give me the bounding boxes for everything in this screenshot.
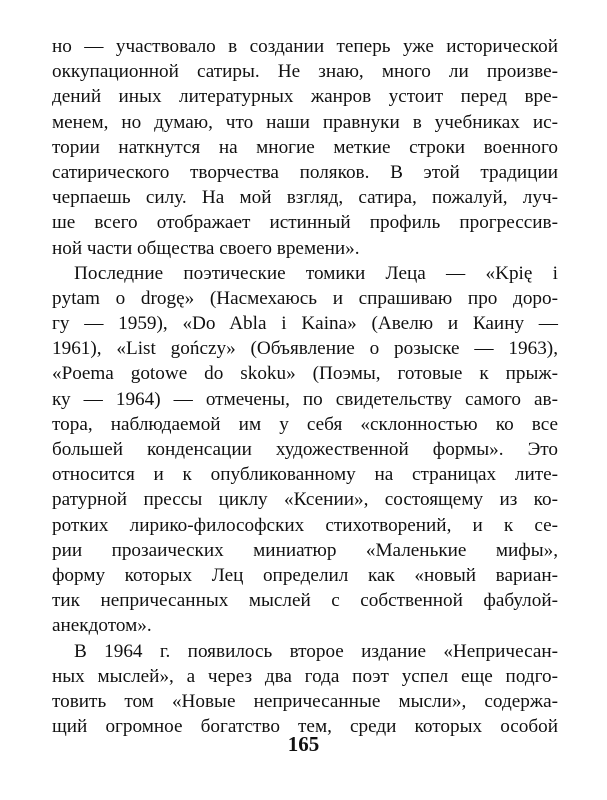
text-line: 1961), «List gończy» (Объявление о розыске — 1963), bbox=[52, 338, 558, 360]
text-line: оккупационной сатиры. Не знаю, много ли произве- bbox=[52, 61, 558, 83]
text-line: ротких лирико-философских стихотворений, и к се- bbox=[52, 514, 558, 536]
text-line: большей конденсации художественной формы». Это bbox=[52, 439, 558, 460]
text-line: «Poema gotowe do skoku» (Поэмы, готовые к прыж- bbox=[52, 363, 558, 385]
text-line: ше всего отображает истинный профиль прогрессив- bbox=[52, 212, 558, 234]
text-line: рии прозаических миниатюр «Маленькие мифы», bbox=[52, 539, 558, 561]
text-line: анекдотом». bbox=[52, 615, 152, 637]
text-line: тик непричесанных мыслей с собственной фабулой- bbox=[52, 590, 558, 612]
text-line: ных мыслей», а через два года поэт успел еще подго- bbox=[52, 665, 558, 687]
text-line: относится и к опубликованному на страницах лите- bbox=[52, 464, 558, 486]
text-line: тории наткнутся на многие меткие строки военного bbox=[52, 136, 558, 158]
text-line: товить том «Новые непричесанные мысли», содержа- bbox=[52, 690, 558, 712]
text-line: сатирического творчества поляков. В этой традиции bbox=[52, 161, 558, 183]
text-line: менем, но думаю, что наши правнуки в учебниках ис- bbox=[52, 111, 558, 133]
text-line: но — участвовало в создании теперь уже исторической bbox=[52, 36, 558, 57]
body-text bbox=[52, 34, 558, 739]
text-line: гу — 1959), «Do Abla i Kaina» (Авелю и Каину — bbox=[52, 313, 558, 335]
text-line: щий огромное богатство тем, среди которых особой bbox=[52, 716, 558, 738]
text-line: ратурной прессы циклу «Ксении», состоящему из ко- bbox=[52, 489, 558, 511]
text-line: В 1964 г. появилось второе издание «Непричесан- bbox=[74, 640, 558, 662]
text-line: дений иных литературных жанров устоит перед вре- bbox=[52, 86, 558, 108]
text-line: форму которых Лец определил как «новый вариан- bbox=[52, 564, 558, 586]
text-line: pytam o drogę» (Насмехаюсь и спрашиваю про доро- bbox=[52, 287, 558, 309]
text-line: тора, наблюдаемой им у себя «склонностью ко все bbox=[52, 413, 558, 435]
text-line: ной части общества своего времени». bbox=[52, 237, 360, 259]
text-line: ку — 1964) — отмечены, по свидетельству самого ав- bbox=[52, 388, 558, 410]
text-line: черпаешь силу. На мой взгляд, сатира, пожалуй, луч- bbox=[52, 187, 558, 209]
page-number: 165 bbox=[287, 732, 320, 756]
text-line: Последние поэтические томики Леца — «Kpię i bbox=[74, 262, 558, 284]
